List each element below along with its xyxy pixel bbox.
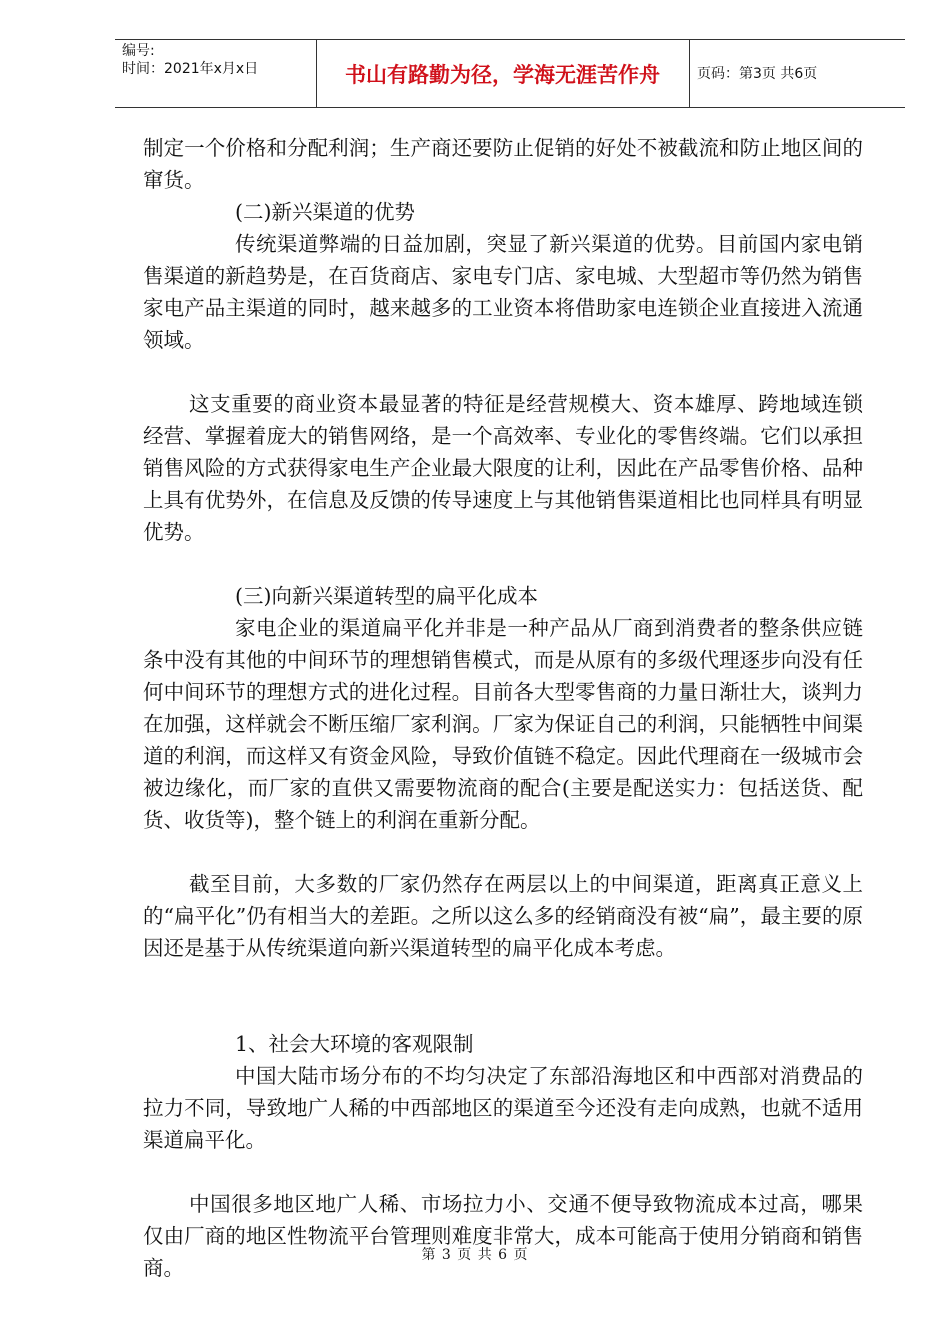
- footer-page-number: 第 3 页 共 6 页: [421, 1247, 529, 1263]
- section-heading-2: (二)新兴渠道的优势: [235, 200, 415, 224]
- paragraph-gap: [143, 548, 863, 580]
- header-top-rule: [115, 39, 905, 40]
- header-divider-right: [689, 39, 690, 107]
- paragraph-gap: [143, 964, 863, 996]
- paragraph-1: 制定一个价格和分配利润；生产商还要防止促销的好处不被截流和防止地区间的窜货。: [143, 136, 863, 192]
- paragraph-gap: [143, 996, 863, 1028]
- paragraph-3: 这支重要的商业资本最显著的特征是经营规模大、资本雄厚、跨地域连锁经营、掌握着庞大的销售网络，是一个高效率、专业化的零售终端。它们以承担销售风险的方式获得家电生产企业最大限度的让利，因此在产品零售价格、品种上具有优势外，在信息及反馈的传导速度上与其他销售渠道相比也同样具有明显优势。: [143, 392, 863, 544]
- header-motto: 书山有路勤为径，学海无涯苦作舟: [345, 63, 660, 87]
- header-bottom-rule: [115, 107, 905, 108]
- paragraph-7: 中国很多地区地广人稀、市场拉力小、交通不便导致物流成本过高，哪果仅由厂商的地区性物流平台管理则难度非常大，成本可能高于使用分销商和销售商。: [143, 1192, 863, 1280]
- header-page-label: 页码：第3页 共6页: [697, 66, 818, 82]
- paragraph-5: 截至目前，大多数的厂家仍然存在两层以上的中间渠道，距离真正意义上的“扁平化”仍有相当大的差距。之所以这么多的经销商没有被“扁”，最主要的原因还是基于从传统渠道向新兴渠道转型的扁平化成本考虑。: [143, 872, 863, 960]
- paragraph-gap: [143, 356, 863, 388]
- document-code-label: 编号:: [122, 43, 155, 59]
- paragraph-4: 家电企业的渠道扁平化并非是一种产品从厂商到消费者的整条供应链条中没有其他的中间环节的理想销售模式，而是从原有的多级代理逐步向没有任何中间环节的理想方式的进化过程。目前各大型零售商的力量日渐壮大，谈判力在加强，这样就会不断压缩厂家利润。厂家为保证自己的利润，只能牺牲中间渠道的利润，而这样又有资金风险，导致价值链不稳定。因此代理商在一级城市会被边缘化，而厂家的直供又需要物流商的配合(主要是配送实力：包括送货、配货、收货等)，整个链上的利润在重新分配。: [143, 616, 863, 832]
- paragraph-gap: [143, 1156, 863, 1188]
- section-heading-3: (三)向新兴渠道转型的扁平化成本: [235, 584, 538, 608]
- subsection-heading-1: 1、社会大环境的客观限制: [235, 1032, 474, 1056]
- paragraph-6: 中国大陆市场分布的不均匀决定了东部沿海地区和中西部对消费品的拉力不同，导致地广人稀的中西部地区的渠道至今还没有走向成熟，也就不适用渠道扁平化。: [143, 1064, 863, 1152]
- document-time-label: 时间：2021年x月x日: [122, 61, 259, 77]
- paragraph-gap: [143, 836, 863, 868]
- document-body: [143, 132, 863, 1284]
- paragraph-2: 传统渠道弊端的日益加剧，突显了新兴渠道的优势。目前国内家电销售渠道的新趋势是，在百货商店、家电专门店、家电城、大型超市等仍然为销售家电产品主渠道的同时，越来越多的工业资本将借助家电连锁企业直接进入流通领域。: [143, 232, 863, 352]
